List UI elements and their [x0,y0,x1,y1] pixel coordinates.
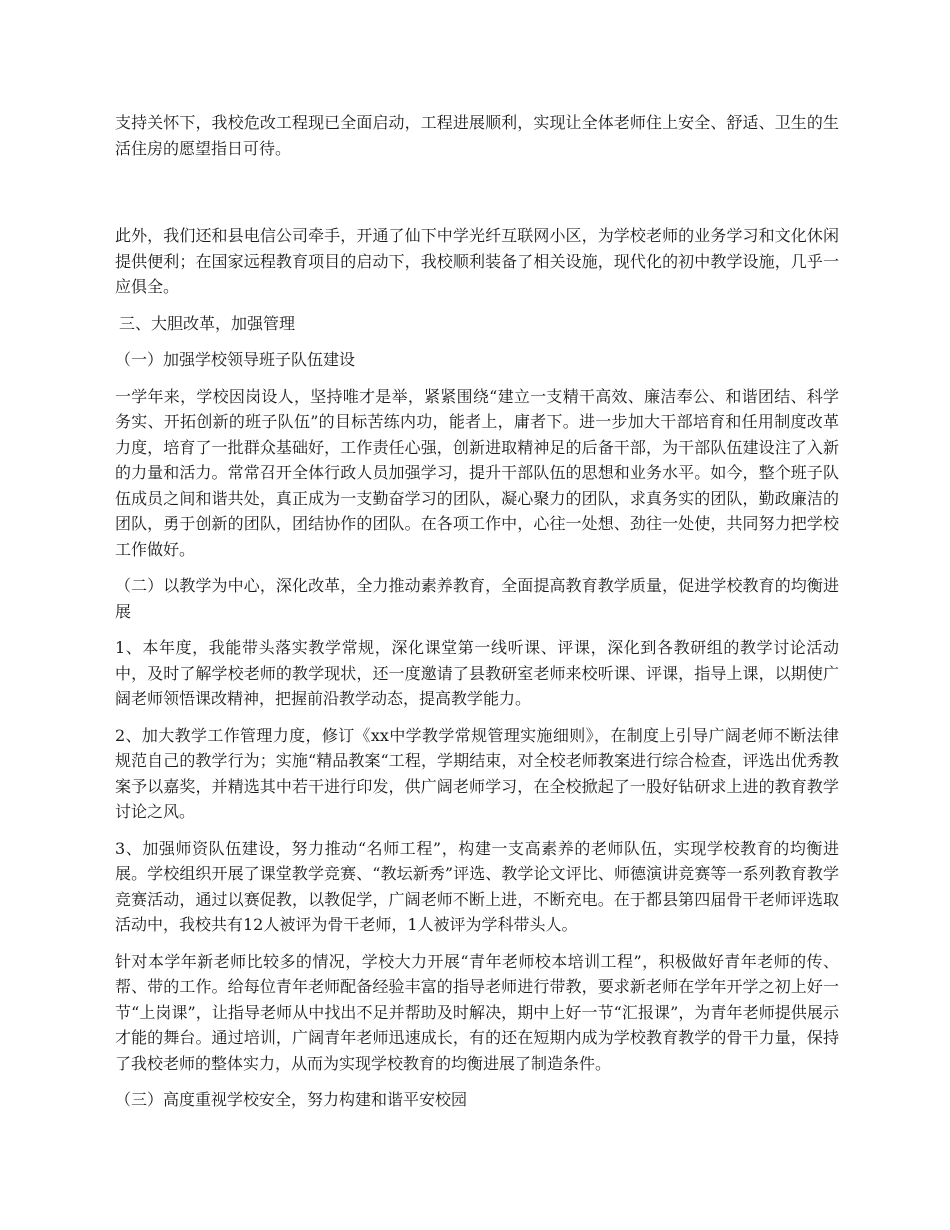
subheading-safety: （三）高度重视学校安全，努力构建和谐平安校园 [115,1090,468,1109]
paragraph-young-teachers: 针对本学年新老师比较多的情况，学校大力开展“青年老师校本培训工程”，积极做好青年老师的传、帮、带的工作。给每位青年老师配备经验丰富的指导老师进行带教，要求新老师在学年开学之初上好一节“上岗课”，让指导老师从中找出不足并帮助及时解决，期中上好一节“汇报课”，为青年老师提供展示才能的舞台。通过培训，广阔青年老师迅速成长，有的还在短期内成为学校教育教学的骨干力量，保持了我校老师的整体实力，从而为实现学校教育的均衡进展了制造条件。 [115,951,839,1073]
paragraph-renovation: 支持关怀下，我校危改工程现已全面启动，工程进展顺利，实现让全体老师住上安全、舒适、卫生的生活住房的愿望指日可待。 [115,113,839,158]
paragraph-telecom: 此外，我们还和县电信公司牵手，开通了仙下中学光纤互联网小区，为学校老师的业务学习和文化休闲提供便利；在国家远程教育项目的启动下，我校顺利装备了相关设施，现代化的初中教学设施，几乎一应俱全。 [115,226,839,296]
subheading-teaching: （二）以教学为中心，深化改革，全力推动素养教育，全面提高教育教学质量，促进学校教育的均衡进展 [115,576,839,621]
paragraph-leadership: 一学年来，学校因岗设人，坚持唯才是举，紧紧围绕“建立一支精干高效、廉洁奉公、和谐团结、科学务实、开拓创新的班子队伍”的目标苦练内功，能者上，庸者下。进一步加大干部培育和任用制度改革力度，培育了一批群众基础好，工作责任心强，创新进取精神足的后备干部，为干部队伍建设注了入新的力量和活力。常常召开全体行政人员加强学习，提升干部队伍的思想和业务水平。如今，整个班子队伍成员之间和谐共处，真正成为一支勤奋学习的团队，凝心聚力的团队，求真务实的团队，勤政廉洁的团队，勇于创新的团队，团结协作的团队。在各项工作中，心往一处想、劲往一处使，共同努力把学校工作做好。 [115,386,839,559]
paragraph-item-3: 3、加强师资队伍建设，努力推动“名师工程”，构建一支高素养的老师队伍，实现学校教育的均衡进展。学校组织开展了课堂教学竞赛、“教坛新秀”评选、教学论文评比、师德演讲竞赛等一系列教育教学竞赛活动，通过以赛促教，以教促学，广阔老师不断上进，不断充电。在于都县第四届骨干老师评选取活动中，我校共有12人被评为骨干老师，1人被评为学科带头人。 [115,838,839,934]
paragraph-item-1: 1、本年度，我能带头落实教学常规，深化课堂第一线听课、评课，深化到各教研组的教学讨论活动中，及时了解学校老师的教学现状，还一度邀请了县教研室老师来校听课、评课，指导上课，以期使广阔老师领悟课改精神，把握前沿教学动态，提高教学能力。 [115,638,839,708]
subheading-leadership: （一）加强学校领导班子队伍建设 [115,350,356,369]
document-body [115,110,839,1124]
section-heading-reform: 三、大胆改革，加强管理 [119,313,296,333]
paragraph-item-2: 2、加大教学工作管理力度，修订《xx中学教学常规管理实施细则》，在制度上引导广阔老师不断法律规范自己的教学行为；实施“精品教案“工程，学期结束，对全校老师教案进行综合检查，评选出优秀教案予以嘉奖，并精选其中若干进行印发，供广阔老师学习，在全校掀起了一股好钻研求上进的教育教学讨论之风。 [115,725,839,821]
